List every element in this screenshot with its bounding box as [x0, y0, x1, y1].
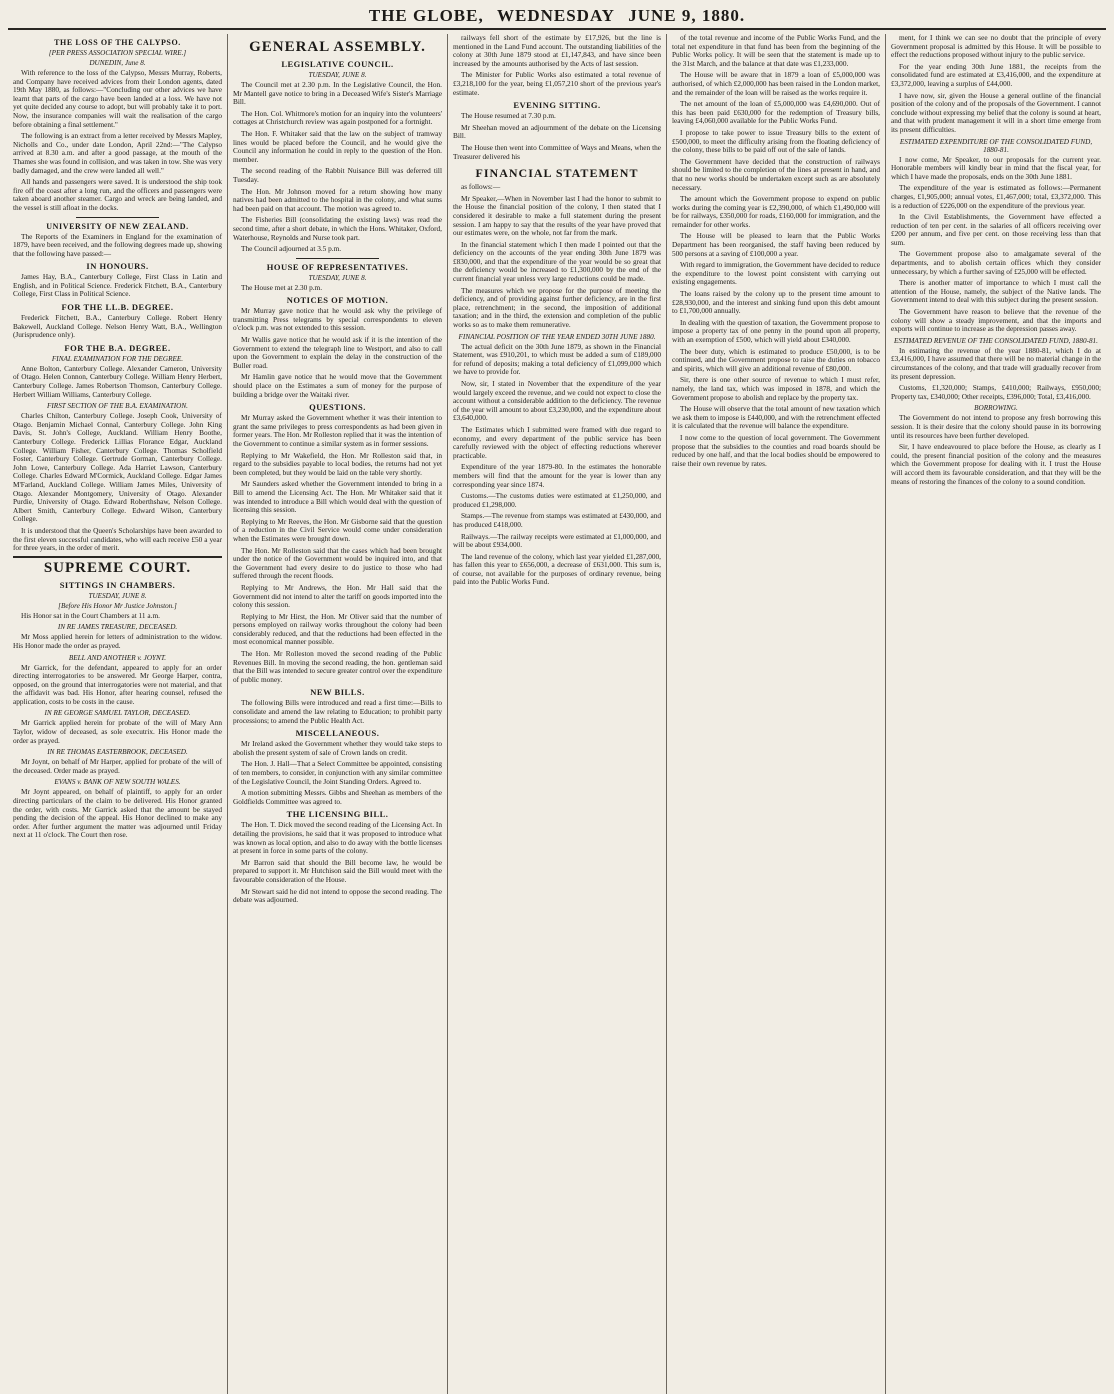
- reps-para: The Hon. Mr Rolleston said that the cases which had been brought under the notice of the Government would be inquired into, and that the Government had every desire to do justice to those who had suffered through the recent floods.: [233, 545, 442, 581]
- reps-para: Mr Stewart said he did not intend to oppose the second reading. The debate was adjourned.: [233, 886, 442, 905]
- case-title: IN RE THOMAS EASTERBROOK, DECEASED.: [47, 748, 188, 757]
- reps-para: The Hon. J. Hall—That a Select Committee be appointed, consisting of ten members, to consider, in conjunction with any similar committee of the Legislative Council, the Joint Standing Orders. Agreed to.: [233, 759, 442, 786]
- calypso-para-2: The following is an extract from a letter received by Messrs Mapley, Nicholls and Co., under date London, April 22nd:—"The Calypso arrived at 8.30 a.m. and after a good passage, at the mouth of the Thames she was found in collision, and was taken in tow. She was very badly damaged, and the crew were landed all well.": [13, 131, 222, 175]
- col3-para: The measures which we propose for the purpose of meeting the deficiency, and of providing against further deficiency, are in the first place, retrenchment; in the second, the imposition of additional taxation; and in the third, the extension and completion of the public works so as to make them remunerative.: [453, 285, 661, 330]
- reps-para: A motion submitting Messrs. Gibbs and Sheehan as members of the Goldfields Committee was agreed to.: [233, 788, 442, 806]
- col5-para: Sir, I have endeavoured to place before the House, as clearly as I could, the present financial position of the colony and the measures which the Government propose for dealing with it. I trust the House will accord them its favourable consideration, and that they will be the means of restoring the finances of the colony to a sound condition.: [891, 442, 1101, 486]
- deficit-heading: FINANCIAL POSITION OF THE YEAR ENDED 30TH JUNE 1880.: [458, 332, 656, 341]
- sittings-para: His Honor sat in the Court Chambers at 11 a.m.: [21, 610, 160, 620]
- masthead-day: WEDNESDAY: [497, 6, 615, 25]
- col5-para: The Government propose also to amalgamate several of the departments, and to abolish certain offices which they consider unnecessary, by which a further saving of £25,000 will be effected.: [891, 249, 1101, 276]
- reps-para: Mr Saunders asked whether the Government intended to bring in a Bill to amend the Licensing Act. The Hon. Mr Whitaker said that it was intended to introduce a Bill which would deal with the question of licensing this session.: [233, 479, 442, 515]
- col4-para: I propose to take power to issue Treasury bills to the extent of £500,000, to meet the difficulty arising from the floating deficiency of the colony, these bills to be paid off out of the sale of lands.: [672, 127, 880, 155]
- col3-para: The House then went into Committee of Ways and Means, when the Treasurer delivered his: [453, 142, 661, 161]
- col5-para: In the Civil Establishments, the Government have effected a reduction of ten per cent. in the salaries of all officers receiving over £200 per annum, and five per cent. on those receiving less than that sum.: [891, 212, 1101, 247]
- col5-para: ment, for I think we can see no doubt that the principle of every Government proposal is admitted by this House. It will be possible to effect the reductions proposed without injury to the public service.: [891, 34, 1101, 60]
- calypso-heading: THE LOSS OF THE CALYPSO.: [54, 38, 181, 47]
- case-title: EVANS v. BANK OF NEW SOUTH WALES.: [54, 778, 181, 787]
- col3-para: The Minister for Public Works also estimated a total revenue of £3,218,100 for the year, being £1,057,210 short of the previous year's estimate.: [453, 70, 661, 97]
- ba-list: Anne Bolton, Canterbury College. Alexander Cameron, University of Otago. Helen Connon, Canterbury College. William Henry Herbert, Canterbury College. James Robertson Thomson, Canterbury College. Herbert William Williams, Canterbury College.: [13, 363, 222, 399]
- case-para: Mr Garrick, for the defendant, appeared to apply for an order directing interrogatories to be answered. Mr George Harper, contra, opposed, on the ground that interrogatories were not material, and that the affidavit was bad. His Honor, after hearing counsel, refused the application, costs to be costs in the cause.: [13, 662, 222, 706]
- col5-para: I have now, sir, given the House a general outline of the financial position of the colony and of the proposals of the Government. I cannot conclude without expressing my belief that the colony is sound at heart, and that with prudent management it will in a short time emerge from its present difficulties.: [891, 90, 1101, 134]
- university-heading: UNIVERSITY OF NEW ZEALAND.: [46, 221, 189, 231]
- case-title: BELL AND ANOTHER v. JOYNT.: [68, 653, 167, 662]
- reps-para: Mr Hamlin gave notice that he would move that the Government should place on the Estimates a sum of money for the purpose of building a bridge over the Waitaki river.: [233, 372, 442, 399]
- col3-para: Customs.—The customs duties were estimated at £1,250,000, and produced £1,298,000.: [453, 491, 661, 509]
- column-1: [8, 34, 228, 1394]
- col4-para: The net amount of the loan of £5,000,000 was £4,690,000. Out of this has been paid £630,000 for the redemption of Treasury bills, leaving £4,060,000 available for the Public Works Fund.: [672, 99, 880, 126]
- col5-para: There is another matter of importance to which I must call the attention of the House, namely, the subject of the Native lands. The Government intend to deal with this subject during the present session.: [891, 278, 1101, 305]
- col3-para: The House resumed at 7.30 p.m.: [461, 111, 556, 121]
- col4-para: The House will be pleased to learn that the Public Works Department has been reorganised, the staff having been reduced by 500 persons at a saving of £100,000 a year.: [672, 231, 880, 258]
- column-5: [886, 34, 1106, 1394]
- col5-para: Customs, £1,320,000; Stamps, £410,000; Railways, £950,000; Property tax, £340,000; Other receipts, £396,000; Total, £3,416,000.: [891, 383, 1101, 401]
- col5-para: I now come, Mr Speaker, to our proposals for the current year. Honorable members will kindly bear in mind that the fiscal year, for which I have made the proposals, ends on the 30th June 1881.: [891, 154, 1101, 181]
- calypso-tag: [PER PRESS ASSOCIATION SPECIAL WIRE.]: [48, 49, 187, 57]
- sittings-date: TUESDAY, JUNE 8.: [88, 591, 147, 600]
- col3-para: Mr Speaker,—When in November last I had the honor to submit to the House the financial position of the colony, I then stated that I considered it desirable to make a full statement during the present session. I am happy to say that the results of the year have proved that our estimates were, on the whole, not far from the mark.: [453, 193, 661, 238]
- university-para-1: The Reports of the Examiners in England for the examination of 1879, have been received, and the following degrees made up, showing that the following have passed:—: [13, 231, 222, 258]
- estimated-revenue-heading: ESTIMATED REVENUE OF THE CONSOLIDATED FUND, 1880-81.: [894, 336, 1098, 345]
- col4-para: The loans raised by the colony up to the present time amount to £28,930,000, and the interest and sinking fund upon this debt amount to £1,700,000 annually.: [672, 289, 880, 316]
- sittings-heading: SITTINGS IN CHAMBERS.: [59, 579, 176, 590]
- col4-para: I now come to the question of local government. The Government propose that the subsidies to the counties and road boards should be reduced by one half, and that the local bodies should be empowered to raise their own revenue by rates.: [672, 432, 880, 468]
- lc-para: The Fisheries Bill (consolidating the existing laws) was read the second time, after a short debate, in which the Hons. Whitaker, Oxford, Waterhouse, Reynolds and Nurse took part.: [233, 215, 442, 242]
- reps-para: Replying to Mr Reeves, the Hon. Mr Gisborne said that the question of a reduction in the Civil Service would come under consideration when the Estimates were brought down.: [233, 516, 442, 543]
- reps-para: The House met at 2.30 p.m.: [241, 282, 323, 292]
- lc-para: The Hon. Col. Whitmore's motion for an inquiry into the volunteers' cottages at Christchurch review was again postponed for a fortnight.: [233, 108, 442, 127]
- col3-para: Now, sir, I stated in November that the expenditure of the year would largely exceed the revenue, and we could not expect to close the account without a considerable addition to the deficiency. The revenue of the year will amount to about £3,230,000, and the expenditure about £3,640,000.: [453, 379, 661, 423]
- col5-para: The Government have reason to believe that the revenue of the colony will show a steady improvement, and that the imports and exports will continue to increase as the depression passes away.: [891, 307, 1101, 334]
- lc-date: TUESDAY, JUNE 8.: [308, 71, 367, 79]
- col5-para: In estimating the revenue of the year 1880-81, which I do at £3,416,000, I have assumed that there will be no material change in the circumstances of the colony, and that trade will gradually recover from its present depression.: [891, 345, 1101, 381]
- col5-para: The Government do not intend to propose any fresh borrowing this session. It is their desire that the colony should pause in its borrowing until its resources have been further developed.: [891, 413, 1101, 440]
- case-para: Mr Garrick applied herein for probate of the will of Mary Ann Taylor, widow of deceased, as sole executrix. His Honor made the order as prayed.: [13, 718, 222, 745]
- estimated-expenditure-heading: ESTIMATED EXPENDITURE OF THE CONSOLIDATED FUND, 1880-81.: [899, 137, 1093, 154]
- reps-para: The Hon. T. Dick moved the second reading of the Licensing Act. In detailing the provisions, he said that it was proposed to introduce what was known as local option, and also to do away with the bottle licenses at present in force in some parts of the colony.: [233, 820, 442, 856]
- lc-para: The Hon. F. Whitaker said that the law on the subject of tramway lines would be placed before the Council, and he would give the Council any information he could in reply to the question of the Hon. member.: [233, 128, 442, 164]
- reps-para: Replying to Mr Andrews, the Hon. Mr Hall said that the Government did not intend to alter the tariff on goods imported into the colony this session.: [233, 582, 442, 610]
- house-heading: HOUSE OF REPRESENTATIVES.: [266, 261, 409, 272]
- reps-para: Mr Barron said that should the Bill become law, he would be prepared to support it. Mr Hutchison said the Bill would meet with the favourable consideration of the House.: [233, 857, 442, 884]
- first-section-subheading: FIRST SECTION OF THE B.A. EXAMINATION.: [47, 402, 188, 411]
- col4-para: In dealing with the question of taxation, the Government propose to impose a property tax of one penny in the pound upon all property, with an exemption of £500, which will yield about £340,000.: [672, 317, 880, 344]
- col4-para: The House will observe that the total amount of new taxation which we ask them to impose is £440,000, and with the retrenchment effected it is calculated that the revenue will balance the expenditure.: [672, 404, 880, 431]
- col4-para: Sir, there is one other source of revenue to which I must refer, namely, the land tax, which was imposed in 1878, and which the Government propose to abolish and replace by the property tax.: [672, 375, 880, 402]
- case-title: IN RE GEORGE SAMUEL TAYLOR, DECEASED.: [44, 709, 191, 718]
- col3-para: The land revenue of the colony, which last year yielded £1,287,000, has fallen this year to £656,000, a decrease of £631,000. This sum is, of course, not available for the purposes of ordinary revenue, being paid into the Public Works Fund.: [453, 551, 661, 587]
- col5-para: For the year ending 30th June 1881, the receipts from the consolidated fund are estimated at £3,416,000, and the expenditure at £3,372,000, leaving a surplus of £44,000.: [891, 61, 1101, 88]
- col3-para: railways fell short of the estimate by £17,926, but the line is mentioned in the Land Fund account. The outstanding liabilities of the colony at 30th June 1879 stood at £1,147,843, and have since been increased by the amounts authorised by the Acts of last session.: [453, 34, 661, 68]
- lc-para: The Hon. Mr Johnson moved for a return showing how many natives had been admitted to the hospital in the colony, and what sums had been paid on that account. The motion was agreed to.: [233, 186, 442, 213]
- col5-para: The expenditure of the year is estimated as follows:—Permanent charges, £1,905,000; annual votes, £1,467,000; total, £3,372,000. This is a reduction of £226,000 on the expenditure of the previous year.: [891, 183, 1101, 210]
- column-3: [448, 34, 667, 1394]
- column-2: [228, 34, 448, 1394]
- col4-para: The amount which the Government propose to expend on public works during the coming year is £2,390,000, of which £1,490,000 will be for railways, £350,000 for roads, £160,000 for immigration, and the remainder for other works.: [672, 194, 880, 229]
- sittings-before: [Before His Honor Mr Justice Johnston.]: [58, 601, 177, 610]
- legislative-council-heading: LEGISLATIVE COUNCIL.: [281, 59, 394, 69]
- masthead: [8, 4, 1106, 30]
- divider: [76, 217, 160, 218]
- reps-para: Replying to Mr Hirst, the Hon. Mr Oliver said that the number of persons employed on railway works throughout the colony had been considerably reduced, and that the reductions had been effected in the most economical manner possible.: [233, 611, 442, 647]
- lc-para: The second reading of the Rabbit Nuisance Bill was deferred till Tuesday.: [233, 166, 442, 184]
- col3-para: In the financial statement which I then made I pointed out that the deficiency on the accounts of the year ending 30th June 1879 was £830,000, and that the expenditure of the year would be so great that the deficiency would be increased to £1,300,000 by the end of the current financial year unless very large reductions could be made.: [453, 239, 661, 284]
- reps-para: Mr Wallis gave notice that he would ask if it is the intention of the Government to extend the telegraph line to Westport, and also to call upon the Government to explain the delay in the construction of the Buller road.: [233, 335, 442, 370]
- case-para: Mr Moss applied herein for letters of administration to the widow. His Honor made the order as prayed.: [13, 632, 222, 650]
- ba-subheading: FINAL EXAMINATION FOR THE DEGREE.: [51, 354, 184, 363]
- col3-para: The actual deficit on the 30th June 1879, as shown in the Financial Statement, was £910,201, to which must be added a sum of £189,000 for refund of deposits; making a total deficiency of £1,099,000 which we have to provide for.: [453, 341, 661, 377]
- masthead-title: THE GLOBE,: [368, 6, 484, 25]
- financial-statement-heading: FINANCIAL STATEMENT: [475, 166, 639, 181]
- reps-para: Mr Murray asked the Government whether it was their intention to grant the same privileges to press correspondents as had been given in former years. The Hon. Mr Rolleston replied that it was the intention of the Government to continue a similar system as in former sessions.: [233, 413, 442, 448]
- divider: [296, 258, 380, 259]
- lc-para: The Council adjourned at 3.5 p.m.: [241, 244, 342, 254]
- supreme-court-heading: SUPREME COURT.: [13, 556, 222, 577]
- llb-list: Frederick Fitchett, B.A., Canterbury College. Robert Henry Bakewell, Auckland College. Nelson Henry Watt, B.A., Wellington (Jurisprudence only).: [13, 313, 222, 340]
- general-assembly-heading: GENERAL ASSEMBLY.: [249, 39, 426, 55]
- col3-para: Railways.—The railway receipts were estimated at £1,000,000, and will be about £934,000.: [453, 531, 661, 550]
- honours-heading: IN HONOURS.: [86, 261, 149, 272]
- reps-date: TUESDAY, JUNE 8.: [308, 273, 367, 282]
- col3-para: The Estimates which I submitted were framed with due regard to economy, and every department of the public service has been carefully reviewed with the object of effecting reductions wherever practicable.: [453, 424, 661, 460]
- case-title: IN RE JAMES TREASURE, DECEASED.: [57, 623, 178, 632]
- col4-para: The Government have decided that the construction of railways should be limited to the completion of the lines at present in hand, and that no new works should be undertaken except such as are absolutely necessary.: [672, 156, 880, 192]
- col4-para: The beer duty, which is estimated to produce £50,000, is to be continued, and the Government propose to raise the duties on tobacco and spirits, which will give an additional revenue of £80,000.: [672, 346, 880, 373]
- reps-para: Mr Murray gave notice that he would ask why the privilege of transmitting Press telegrams by special correspondents to eleven o'clock p.m. was not extended to this session.: [233, 306, 442, 333]
- col4-para: With regard to immigration, the Government have decided to reduce the expenditure to the lowest point consistent with carrying out existing engagements.: [672, 260, 880, 287]
- calypso-para-3: All hands and passengers were saved. It is understood the ship took fire off the coast after a long run, and the officers and passengers were taken aboard another steamer. Cargo and wreck are being landed, and the vessel is still afloat in the docks.: [13, 177, 222, 212]
- reps-para: The following Bills were introduced and read a first time:—Bills to consolidate and amend the law relating to Education; to prohibit party processions; to amend the Public Health Act.: [233, 698, 442, 725]
- col4-para: of the total revenue and income of the Public Works Fund, and the total net expenditure in that fund has been from the beginning of the Public Works policy. It will be seen that the statement is made up to the 31st March, and the balance at that date was £1,233,000.: [672, 34, 880, 68]
- calypso-dateline: DUNEDIN, June 8.: [89, 59, 146, 67]
- reps-para: Replying to Mr Wakefield, the Hon. Mr Rolleston said that, in regard to the subsidies payable to local bodies, the returns had not yet been completed, but they would be laid on the table very shortly.: [233, 450, 442, 477]
- col3-para: Expenditure of the year 1879-80. In the estimates the honorable members will find that the amount for the year is lower than any corresponding year since 1874.: [453, 462, 661, 489]
- evening-sitting-heading: EVENING SITTING.: [513, 100, 601, 111]
- misc-heading: MISCELLANEOUS.: [295, 728, 380, 739]
- reps-para: The Hon. Mr Rolleston moved the second reading of the Public Revenues Bill. In moving the second reading, the hon. gentleman said that the Bill was intended to secure greater control over the expenditure of public money.: [233, 649, 442, 684]
- llb-heading: FOR THE LL.B. DEGREE.: [61, 302, 174, 313]
- licensing-heading: THE LICENSING BILL.: [286, 809, 389, 820]
- notices-heading: NOTICES OF MOTION.: [286, 295, 389, 306]
- borrowing-heading: BORROWING.: [974, 404, 1018, 413]
- lc-para: The Council met at 2.30 p.m. In the Legislative Council, the Hon. Mr Mantell gave notice to bring in a Deceased Wife's Sister's Marriage Bill.: [233, 80, 442, 107]
- reps-para: Mr Ireland asked the Government whether they would take steps to abolish the present system of sale of Crown lands on credit.: [233, 739, 442, 757]
- calypso-para-1: With reference to the loss of the Calypso, Messrs Murray, Roberts, and Company have received advices from their London agents, dated 19th May 1880, as follows:—"Concluding our other advices we have learnt that parts of the cargo have been landed at a loss. We have not yet quite decided any course to adopt, but will probably take it to port. Now, the insurance companies will wait the realisation of the cargo before obtaining a final settlement.": [13, 68, 222, 129]
- col3-para: Mr Sheehan moved an adjournment of the debate on the Licensing Bill.: [453, 122, 661, 141]
- col4-para: The House will be aware that in 1879 a loan of £5,000,000 was authorised, of which £2,000,000 has been raised in the London market, and the remainder of the loan will be raised as the works require it.: [672, 70, 880, 97]
- questions-heading: QUESTIONS.: [309, 402, 366, 413]
- column-4: [667, 34, 886, 1394]
- masthead-date: JUNE 9, 1880.: [628, 6, 746, 25]
- col3-para: Stamps.—The revenue from stamps was estimated at £430,000, and has produced £418,000.: [453, 511, 661, 529]
- case-para: Mr Joynt, on behalf of Mr Harper, applied for probate of the will of the deceased. Order made as prayed.: [13, 757, 222, 775]
- col3-para: as follows:—: [461, 182, 501, 192]
- university-para-2: It is understood that the Queen's Scholarships have been awarded to the first eleven successful candidates, who will each receive £50 a year for three years, in the order of merit.: [13, 525, 222, 553]
- honours-list: James Hay, B.A., Canterbury College, First Class in Latin and English, and in Political Science. Frederick Fitchett, B.A., Canterbury College, First Class in Political Science.: [13, 272, 222, 299]
- ba-heading: FOR THE B.A. DEGREE.: [64, 342, 171, 353]
- first-section-list: Charles Chilton, Canterbury College. Joseph Cook, University of Otago. Benjamin Michael Connal, Canterbury College. John King Davis, St. John's College, Auckland. William Henry Boothe, Canterbury College. Frederick Lillias Florance Edgar, Auckland College. William Fisher, Canterbury College. Thomas Scholfield Foster, Canterbury College. Gertrude Gorman, Canterbury College. John Lowe, Canterbury College. Ada Harriet Lawson, Canterbury College. Charles Edward M'Cormick, Auckland College. Edgar James M'Farland, Auckland College. William James Miles, University of Otago. Alexander Montgomery, University of Otago. Alexander Purdie, University of Otago. Edward Roberthshaw, Nelson College. Albert Smith, Canterbury College. Edward Wilson, Canterbury College.: [13, 411, 222, 524]
- new-bills-heading: NEW BILLS.: [310, 687, 365, 698]
- case-para: Mr Joynt appeared, on behalf of plaintiff, to apply for an order directing particulars of the claim to be delivered. His Honor granted the order, with costs. Mr Garrick asked that the amount be stayed pending the decision of the appeal. His Honor declined to make any order. After further argument the matter was adjourned until Friday next at 11 o'clock. The Court then rose.: [13, 787, 222, 840]
